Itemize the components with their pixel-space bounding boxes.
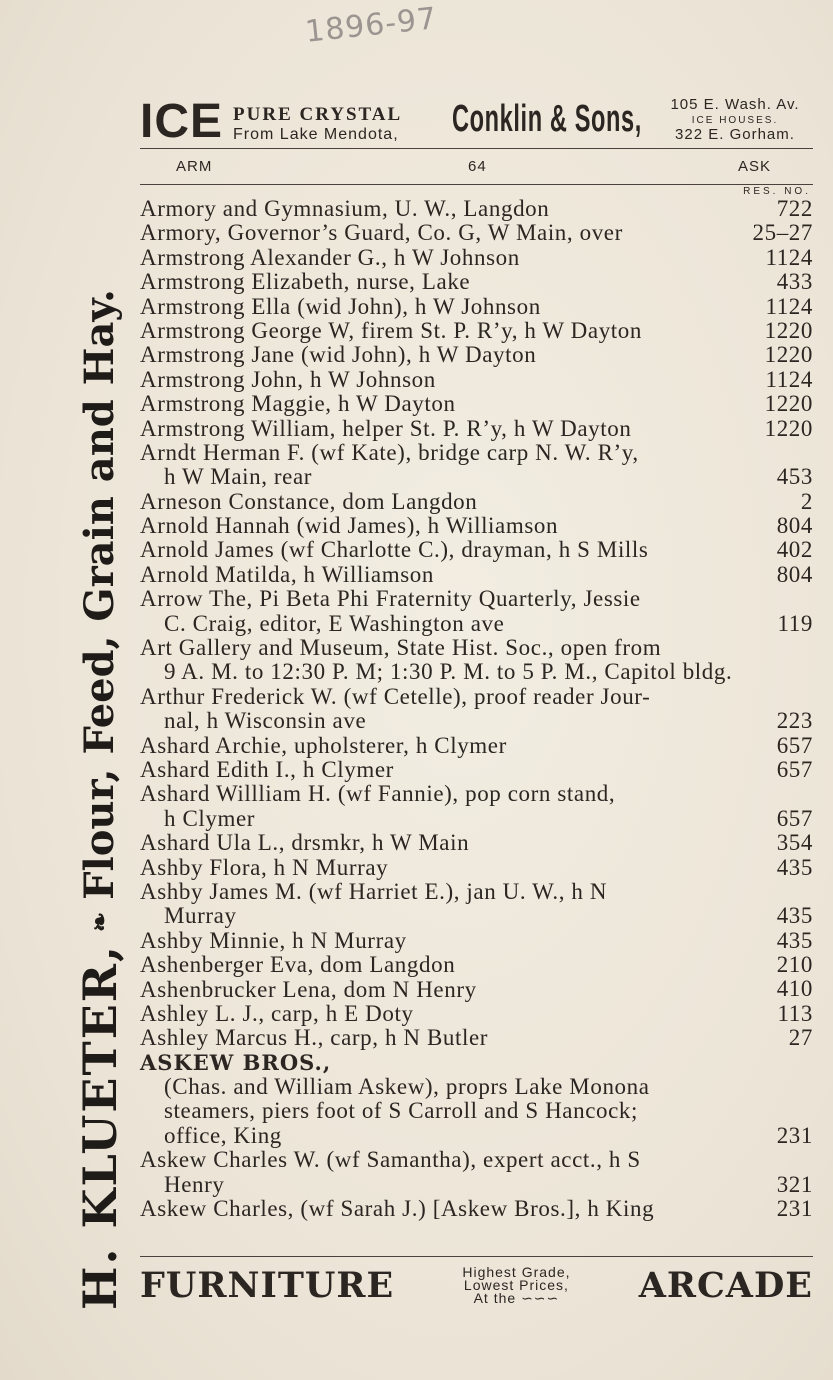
ice-line-1: PURE CRYSTAL — [233, 104, 403, 125]
residence-number: 804 — [776, 513, 813, 539]
ornament-icon: ❧ — [85, 911, 114, 932]
address-line-2: 322 E. Gorham. — [675, 126, 795, 143]
entry-text-line: Ashby Minnie, h N Murray — [140, 927, 407, 953]
residence-number: 435 — [776, 927, 813, 953]
side-advert-goods: Flour, Feed, Grain and Hay. — [76, 289, 123, 900]
entry-text-line: Henry — [164, 1171, 225, 1197]
entry-text-line: Armory, Governor’s Guard, Co. G, W Main, over — [140, 220, 623, 246]
residence-number: 27 — [788, 1025, 813, 1051]
entry-text-line: Arndt Herman F. (wf Kate), bridge carp N. W. R’y, — [140, 439, 639, 465]
directory-entry — [140, 343, 813, 367]
footer-tagline-3-text: At the — [473, 1289, 517, 1306]
residence-number: 402 — [776, 537, 813, 563]
directory-entry — [140, 587, 813, 636]
directory-entry — [140, 1051, 813, 1149]
entry-text-line: Ashenberger Eva, dom Langdon — [140, 952, 456, 978]
address-line-1: 105 E. Wash. Av. — [670, 96, 800, 113]
directory-entry — [140, 221, 813, 245]
residence-number: 1220 — [764, 342, 813, 368]
entry-text-line: Armstrong Maggie, h W Dayton — [140, 391, 456, 417]
entry-text-line: 9 A. M. to 12:30 P. M; 1:30 P. M. to 5 P. M., Capitol bldg. — [164, 659, 733, 685]
entry-text-line: Armstrong John, h W Johnson — [140, 366, 436, 392]
entry-text-line: Arneson Constance, dom Langdon — [140, 488, 478, 514]
directory-entry — [140, 563, 813, 587]
residence-number: 453 — [776, 464, 813, 490]
entry-text-line: Ashard Ula L., drsmkr, h W Main — [140, 830, 470, 856]
address-label: ICE HOUSES. — [691, 115, 779, 126]
residence-number: 435 — [776, 903, 813, 929]
company-name: Conklin & Sons, — [452, 98, 642, 140]
entry-text-line: Arnold James (wf Charlotte C.), drayman, h S Mills — [140, 537, 649, 563]
entry-text-line: Ashley L. J., carp, h E Doty — [140, 1000, 414, 1026]
residence-number: 433 — [776, 269, 813, 295]
residence-number: 722 — [776, 195, 813, 221]
ice-description — [233, 105, 402, 145]
footer-tagline — [462, 1263, 571, 1306]
residence-number: 435 — [776, 854, 813, 880]
residence-number: 804 — [776, 561, 813, 587]
directory-entry — [140, 490, 813, 514]
entry-text-line: Ashby James M. (wf Harriet E.), jan U. W., h N — [140, 878, 608, 904]
residence-number: 210 — [776, 952, 813, 978]
residence-number: 1124 — [765, 244, 813, 270]
entry-text-line: Askew Charles, (wf Sarah J.) [Askew Bros.], h King — [140, 1196, 655, 1222]
entry-text-line: h W Main, rear — [164, 464, 313, 490]
directory-entry — [140, 295, 813, 319]
directory-entry — [140, 758, 813, 782]
footer-arcade: ARCADE — [638, 1264, 813, 1306]
residence-number: 657 — [776, 805, 813, 831]
directory-entry — [140, 978, 813, 1002]
running-head-right: ASK — [738, 158, 772, 175]
entry-text-line: Armory and Gymnasium, U. W., Langdon — [140, 196, 550, 221]
residence-number: 1124 — [765, 366, 813, 392]
res-no-label: RES. NO. — [743, 186, 811, 197]
footer-tagline-3 — [462, 1289, 570, 1306]
directory-entry — [140, 246, 813, 270]
residence-number: 657 — [776, 756, 813, 782]
running-head-left: ARM — [176, 158, 213, 175]
residence-number: 25–27 — [752, 220, 813, 246]
directory-listing — [140, 197, 813, 1221]
entry-text-line: Arnold Matilda, h Williamson — [140, 561, 434, 587]
residence-number: 223 — [776, 708, 813, 734]
directory-entry — [140, 880, 813, 929]
company-address — [650, 96, 820, 143]
directory-entry — [140, 1026, 813, 1050]
residence-number: 410 — [776, 976, 813, 1002]
footer-tagline-1: Highest Grade, — [462, 1263, 571, 1280]
entry-text-line: Ashenbrucker Lena, dom N Henry — [140, 976, 477, 1002]
residence-number: 354 — [776, 830, 813, 856]
directory-entry — [140, 1148, 813, 1197]
header-rule — [140, 148, 813, 149]
entry-text-line: Ashard Edith I., h Clymer — [140, 756, 394, 782]
entry-text-line: Armstrong Ella (wid John), h W Johnson — [140, 293, 541, 319]
entry-text-line: Art Gallery and Museum, State Hist. Soc., open from — [140, 635, 662, 661]
footer-rule — [140, 1256, 813, 1257]
entry-text-line: steamers, piers foot of S Carroll and S Hancock; — [164, 1098, 638, 1124]
residence-number: 231 — [776, 1122, 813, 1148]
entry-text-line: Ashard Willliam H. (wf Fannie), pop corn stand, — [140, 781, 616, 807]
flourish-icon: ∽∽∽ — [521, 1289, 560, 1306]
residence-number: 119 — [777, 610, 813, 636]
directory-entry — [140, 538, 813, 562]
residence-number: 1220 — [764, 415, 813, 441]
residence-number: 231 — [776, 1196, 813, 1221]
directory-entry — [140, 782, 813, 831]
ice-advert — [140, 95, 403, 148]
residence-number: 113 — [777, 1000, 813, 1026]
footer-tagline-2: Lowest Prices, — [463, 1276, 569, 1293]
directory-entry — [140, 685, 813, 734]
residence-number: 2 — [800, 488, 813, 514]
residence-number: 1220 — [764, 317, 813, 343]
entry-text-line: nal, h Wisconsin ave — [164, 708, 367, 734]
directory-entry — [140, 831, 813, 855]
directory-entry — [140, 368, 813, 392]
running-head-rule — [140, 184, 813, 185]
firm-heading: ASKEW BROS., — [140, 1049, 332, 1075]
entry-text-line: Armstrong Alexander G., h W Johnson — [140, 244, 520, 270]
directory-entry — [140, 1002, 813, 1026]
entry-text-line: Arnold Hannah (wid James), h Williamson — [140, 513, 559, 539]
directory-entry — [140, 929, 813, 953]
entry-text-line: Ashley Marcus H., carp, h N Butler — [140, 1025, 489, 1051]
entry-text-line: Armstrong George W, firem St. P. R’y, h W Dayton — [140, 317, 642, 343]
directory-entry — [140, 636, 813, 685]
side-advert-name: H. KLUETER, — [73, 943, 127, 1310]
entry-text-line: (Chas. and William Askew), proprs Lake Monona — [164, 1074, 650, 1100]
entry-text-line: office, King — [164, 1122, 282, 1148]
directory-entry — [140, 270, 813, 294]
side-advert — [73, 100, 127, 1310]
directory-entry — [140, 1197, 813, 1221]
directory-entry — [140, 417, 813, 441]
page-number: 64 — [468, 158, 487, 175]
entry-text-line: h Clymer — [164, 805, 256, 831]
entry-text-line: Armstrong Elizabeth, nurse, Lake — [140, 269, 471, 295]
footer-advert — [140, 1262, 813, 1308]
ice-line-2: From Lake Mendota, — [233, 126, 399, 143]
directory-entry — [140, 514, 813, 538]
entry-text-line: Armstrong Jane (wid John), h W Dayton — [140, 342, 537, 368]
residence-number: 657 — [776, 732, 813, 758]
directory-entry — [140, 953, 813, 977]
footer-furniture: FURNITURE — [140, 1264, 395, 1306]
entry-text-line: C. Craig, editor, E Washington ave — [164, 610, 505, 636]
entry-text-line: Ashard Archie, upholsterer, h Clymer — [140, 732, 507, 758]
directory-entry — [140, 197, 813, 221]
entry-text-line: Ashby Flora, h N Murray — [140, 854, 389, 880]
entry-text-line: Murray — [164, 903, 237, 929]
directory-entry — [140, 392, 813, 416]
residence-number: 321 — [776, 1171, 813, 1197]
ice-word: ICE — [140, 95, 224, 148]
entry-text-line: Arrow The, Pi Beta Phi Fraternity Quarterly, Jessie — [140, 586, 641, 612]
directory-entry — [140, 441, 813, 490]
entry-text-line: Armstrong William, helper St. P. R’y, h W Dayton — [140, 415, 632, 441]
directory-entry — [140, 319, 813, 343]
residence-number: 1124 — [765, 293, 813, 319]
directory-entry — [140, 734, 813, 758]
entry-text-line: Arthur Frederick W. (wf Cetelle), proof reader Jour- — [140, 683, 651, 709]
residence-number: 1220 — [764, 391, 813, 417]
entry-text-line: Askew Charles W. (wf Samantha), expert acct., h S — [140, 1147, 641, 1173]
directory-entry — [140, 856, 813, 880]
handwritten-note: 1896-97 — [303, 1, 439, 50]
